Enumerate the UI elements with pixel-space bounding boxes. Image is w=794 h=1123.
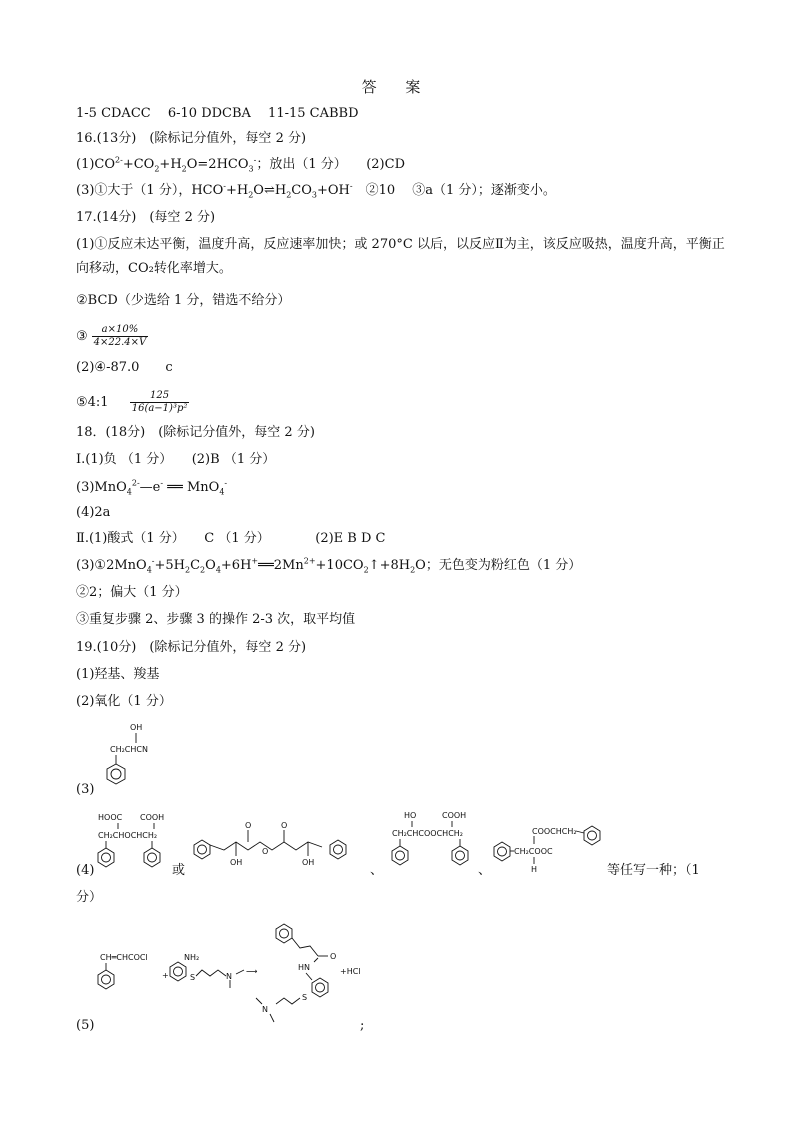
svg-text:COOCHCH₂: COOCHCH₂ — [532, 827, 577, 836]
chem-structure-q19-4d — [492, 822, 612, 881]
q17-part2: ②BCD（少选给 1 分，错选不给分） — [76, 293, 291, 308]
q19-part4-label: (4) — [76, 863, 95, 878]
svg-text:CH₂COOC: CH₂COOC — [514, 847, 553, 856]
svg-text:COOH: COOH — [140, 813, 165, 822]
q18-I-1: Ⅰ.(1)负 （1 分） (2)B （1 分） — [76, 452, 276, 467]
svg-text:⟶: ⟶ — [246, 967, 258, 976]
score-suffix: 分） — [76, 890, 103, 905]
q17-part5: ⑤4:1 $\frac{125}{\text{16(a−1)³p²}}$ — [76, 390, 188, 414]
semicolon: ; — [360, 1018, 365, 1033]
q18-I-4: (4)2a — [76, 505, 111, 520]
q18-II-3-2: ②2；偏大（1 分） — [76, 585, 188, 600]
svg-text:O: O — [245, 821, 252, 830]
chem-reaction-q19-5 — [90, 918, 380, 1032]
svg-text:COOH: COOH — [442, 811, 467, 820]
q17-part1: (1)①反应未达平衡，温度升高，反应速率加快；或 270°C 以后，以反应Ⅱ为主，该反应吸热，温度升高，平衡正向移动，CO₂转化率增大。 — [76, 237, 725, 276]
svg-text:N: N — [262, 1005, 268, 1014]
svg-text:S: S — [190, 973, 196, 982]
svg-text:HN: HN — [298, 963, 310, 972]
svg-text:OH: OH — [302, 858, 315, 867]
hydroxyl-label: OH — [130, 723, 143, 732]
svg-text:O: O — [330, 952, 337, 961]
q18-II-3: $(3)①2MnO_4^-+5H_2C_2O_4+6H^+══2Mn^{2+}+10CO_2↑+8H_2O$；无色变为粉红色（1 分） — [76, 556, 582, 575]
q18-II-1: Ⅱ.(1)酸式（1 分） C （1 分） (2)E B D C — [76, 531, 386, 546]
svg-text:NH₂: NH₂ — [184, 953, 200, 962]
chem-structure-q19-3 — [96, 716, 176, 790]
q19-header: 19.(10分) (除标记分值外，每空 2 分) — [76, 640, 307, 655]
svg-text:+: + — [162, 971, 169, 980]
q19-part3-label: (3) — [76, 782, 95, 797]
chem-structure-q19-4c — [390, 808, 485, 877]
mc-answers: 1-5 CDACC 6-10 DDCBA 11-15 CABBD — [76, 106, 359, 121]
svg-text:CH₂CHCOOCHCH₂: CH₂CHCOOCHCH₂ — [392, 829, 463, 838]
fraction: $\frac{125}{\text{16(a−1)³p²}}$ — [131, 390, 188, 414]
svg-text:CH₂CHOCHCH₂: CH₂CHOCHCH₂ — [98, 831, 158, 840]
svg-text:H: H — [531, 865, 538, 874]
q19-part1: (1)羟基、羧基 — [76, 667, 160, 682]
chain-label: CH₂CHCN — [110, 745, 148, 754]
svg-text:CH═CHCOCl: CH═CHCOCl — [100, 953, 148, 962]
q17-part3: ③ $\frac{a\times 10\%}{4\times 22.4\times V}$ — [76, 324, 147, 348]
q19-part5-label: (5) — [76, 1018, 95, 1033]
svg-text:HOOC: HOOC — [98, 813, 123, 822]
q19-part2: (2)氧化（1 分） — [76, 694, 172, 709]
q18-I-3: (3)MnO$_4^{2-}$—e- ══ MnO$_4$- — [76, 478, 228, 497]
svg-text:O: O — [262, 847, 269, 856]
separator-1: 、 — [370, 863, 384, 878]
chem-structure-q19-4b — [190, 820, 370, 874]
svg-text:S: S — [302, 993, 308, 1002]
chem-structure-q19-4a — [96, 810, 176, 879]
q18-header: 18．(18分) (除标记分值外，每空 2 分) — [76, 425, 315, 440]
q17-part4: (2)④-87.0 c — [76, 360, 173, 375]
or-text: 或 — [172, 863, 186, 878]
svg-text:+HCl: +HCl — [340, 967, 361, 976]
q18-II-3-3: ③重复步骤 2、步骤 3 的操作 2-3 次，取平均值 — [76, 612, 356, 627]
any-one-note: 等任写一种；（1 — [607, 863, 700, 878]
separator-2: 、 — [478, 863, 492, 878]
svg-text:N: N — [226, 972, 232, 981]
q16-header: 16.(13分) (除标记分值外，每空 2 分) — [76, 131, 307, 146]
fraction: $\frac{a\times 10\%}{4\times 22.4\times V}$ — [93, 324, 147, 348]
svg-text:O: O — [281, 821, 288, 830]
svg-text:OH: OH — [230, 858, 243, 867]
q17-header: 17.(14分) (每空 2 分) — [76, 210, 216, 225]
svg-text:HO: HO — [404, 811, 417, 820]
q16-part3: (3)①大于（1 分），$HCO^-+H_2O\rightleftharpoons H_2CO_3+OH^-$ ②10 ③a（1 分）；逐渐变小。 — [76, 181, 556, 200]
page-title: 答 案 — [361, 78, 433, 96]
q16-part1: $(1)CO^{2-}+CO_2+H_2O=2HCO_3^-$；放出（1 分） (2)CD — [76, 155, 406, 174]
